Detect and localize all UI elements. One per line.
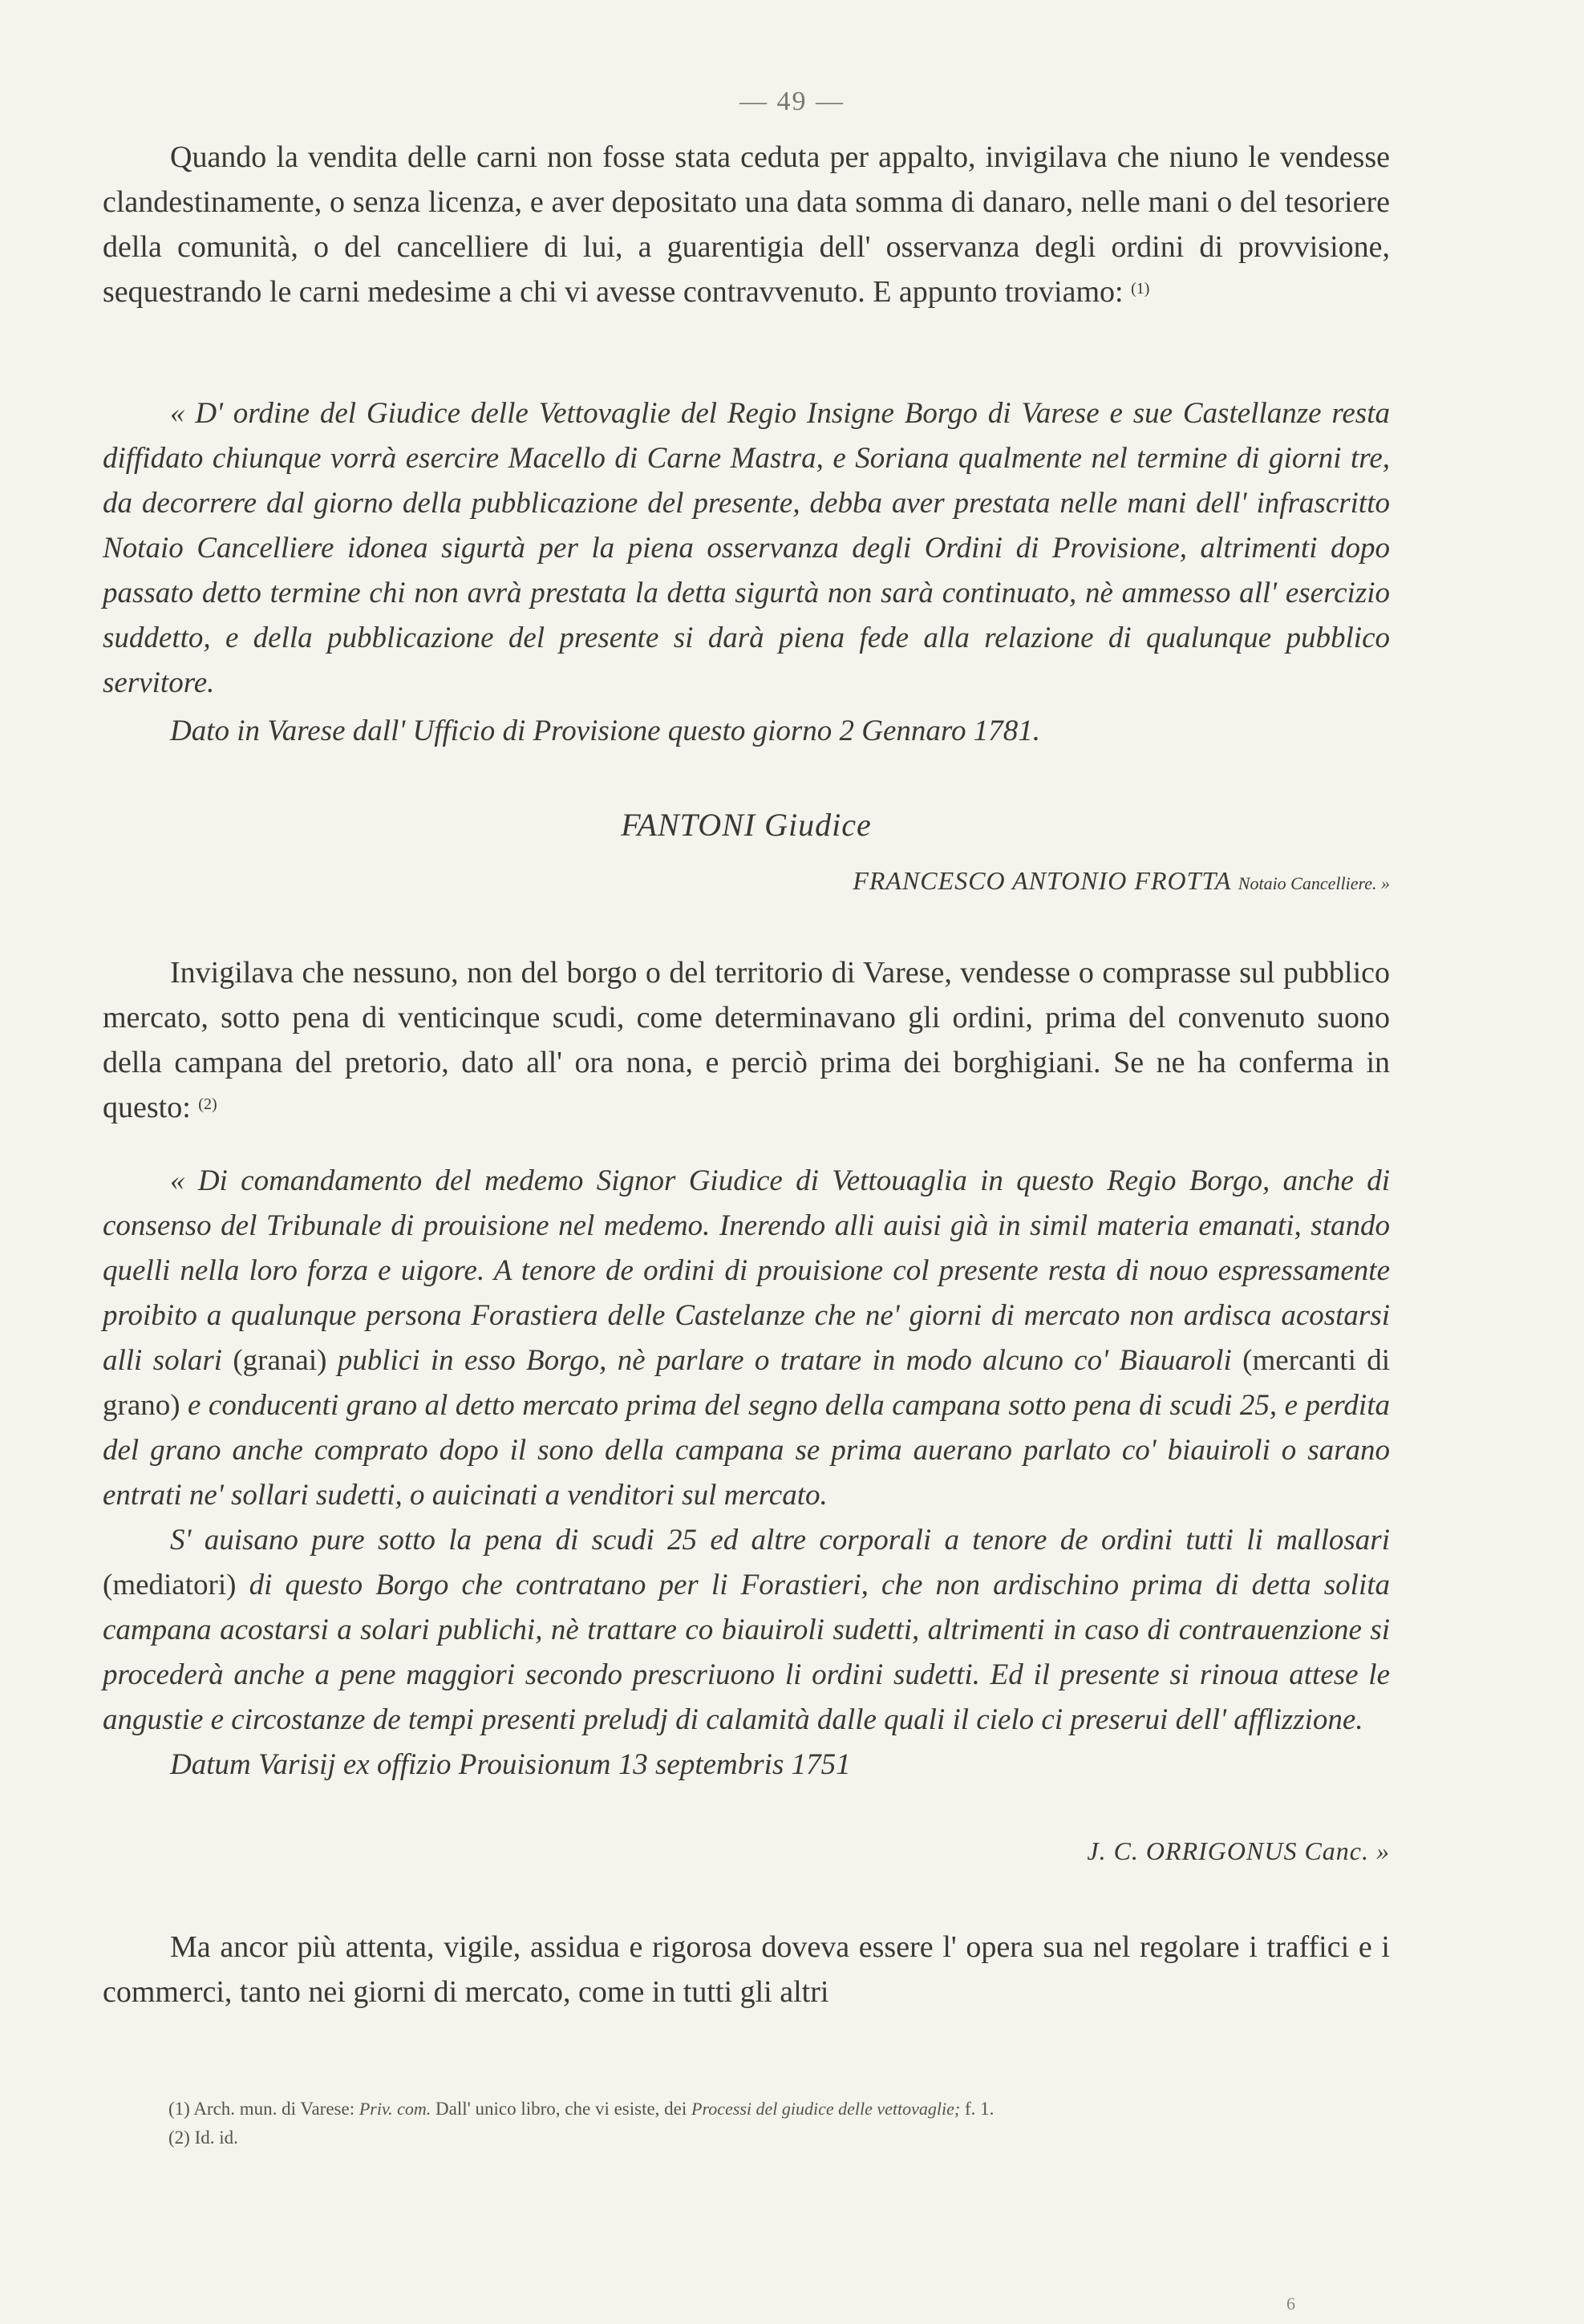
printer-signature-mark: 6 xyxy=(1286,2294,1295,2314)
footnotes xyxy=(168,2095,1331,2152)
quote2-p1-b: publici in esso Borgo, nè parlare o tratare in modo alcuno co' Biauaroli xyxy=(337,1344,1232,1377)
intro-paragraph xyxy=(103,135,1390,314)
footnote-1 xyxy=(168,2095,1331,2124)
quote2-p1-c: e conducenti grano al detto mercato prima del segno della campana sotto pena di scudi 25, e perdita del grano anche comprato dopo il sono della campana se prima auerano parlato co' biauiroli o sarano entrati ne' sollari sudetti, o auicinati a venditori sul mercato. xyxy=(103,1389,1390,1512)
footnote-ref-1: (1) xyxy=(1131,280,1150,298)
intro-text: Quando la vendita delle carni non fosse stata ceduta per appalto, invigilava che niuno le vendesse clandestinamente, o senza licenza, e aver depositato una data somma di danaro, nelle mani o del tesoriere della comunità, o del cancelliere di lui, a guarentigia dell' osservanza degli ordini di provvisione, sequestrando le carni medesime a chi vi avesse contravvenuto. E appunto troviamo: xyxy=(103,140,1390,309)
closing-text: Ma ancor più attenta, vigile, assidua e rigorosa doveva essere l' opera sua nel regolare i traffici e i commerci, tanto nei giorni di mercato, come in tutti gli altri xyxy=(103,1930,1390,2009)
quote1-notary-signature xyxy=(103,866,1390,896)
gloss-granai: (granai) xyxy=(233,1344,327,1377)
quote-notice-2 xyxy=(103,1159,1390,1788)
footnote-1-italic-b: Processi del giudice delle vettovaglie; xyxy=(691,2099,961,2119)
quote2-signature xyxy=(103,1836,1390,1866)
orrigonus-signature: J. C. ORRIGONUS Canc. » xyxy=(1087,1836,1390,1865)
footnote-1-italic-a: Priv. com. xyxy=(359,2099,431,2119)
gloss-mercanti: (mercanti di grano) xyxy=(103,1344,1390,1422)
footnote-ref-2: (2) xyxy=(198,1095,217,1113)
judge-name: FANTONI Giudice xyxy=(621,807,872,843)
footnote-2-label: (2) xyxy=(168,2128,190,2148)
footnote-2-text: Id. id. xyxy=(194,2128,238,2148)
footnote-1-text-c: f. 1. xyxy=(964,2099,995,2119)
quote1-dated: Dato in Varese dall' Ufficio di Provisione questo giorno 2 Gennaro 1781. xyxy=(170,715,1040,747)
page-number: — 49 — xyxy=(739,87,845,116)
quote1-judge-signature xyxy=(103,806,1390,844)
middle-text: Invigilava che nessuno, non del borgo o del territorio di Varese, vendesse o comprasse sul pubblico mercato, sotto pena di venticinque scudi, come determinavano gli ordini, prima del convenuto suono della campana del pretorio, dato all' ora nona, e perciò prima dei borghigiani. Se ne ha conferma in questo: xyxy=(103,956,1390,1124)
quote2-p2-b: di questo Borgo che contratano per li Forastieri, che non ardischino prima di detta solita campana acostarsi a solari publichi, nè trattare co biauiroli sudetti, altrimenti in caso di contrauenzione si procederà anche a pene maggiori secondo prescriuono li ordini sudetti. Ed il presente si rinoua attese le angustie e circostanze de tempi presenti preludj di calamità dalle quali il cielo ci preserui dell' afflizzione. xyxy=(103,1569,1391,1736)
quote1-text: « D' ordine del Giudice delle Vettovaglie del Regio Insigne Borgo di Varese e sue Castellanze resta diffidato chiunque vorrà esercire Macello di Carne Mastra, e Soriana qualmente nel termine di giorni tre, da decorrere dal giorno della pubblicazione del presente, debba aver prestata nelle mani dell' infrascritto Notaio Cancelliere idonea sigurtà per la piena osservanza degli Ordini di Provisione, altrimenti dopo passato detto termine chi non avrà prestata la detta sigurtà non sarà continuato, nè ammesso all' esercizio suddetto, e della pubblicazione del presente si darà piena fede alla relazione di qualunque pubblico servitore. xyxy=(103,397,1390,699)
quote-notice-1 xyxy=(103,391,1390,754)
middle-paragraph xyxy=(103,950,1390,1130)
footnote-1-text-b: Dall' unico libro, che vi esiste, dei xyxy=(435,2099,687,2119)
quote2-p1-a: « Di comandamento del medemo Signor Giudice di Vettouaglia in questo Regio Borgo, anche di consenso del Tribunale di prouisione nel medemo. Inerendo alli auisi già in simil materia emanati, stando quelli nella loro forza e uigore. A tenore de ordini di prouisione col presente resta di nouo espressamente proibito a qualunque persona Forastiera delle Castelanze che ne' giorni di mercato non ardisca acostarsi alli solari xyxy=(103,1164,1390,1377)
gloss-mediatori: (mediatori) xyxy=(103,1569,237,1601)
quote2-dated: Datum Varisij ex offizio Prouisionum 13 septembris 1751 xyxy=(170,1748,851,1781)
closing-paragraph xyxy=(103,1925,1390,2014)
notary-title: Notaio Cancelliere. » xyxy=(1238,873,1390,893)
footnote-2 xyxy=(168,2124,1331,2152)
footnote-1-label: (1) xyxy=(168,2099,190,2119)
footnote-1-text-a: Arch. mun. di Varese: xyxy=(193,2099,355,2119)
notary-name: FRANCESCO ANTONIO FROTTA xyxy=(853,866,1231,895)
quote2-p2-a: S' auisano pure sotto la pena di scudi 25 ed altre corporali a tenore de ordini tutti li mallosari xyxy=(170,1524,1390,1557)
